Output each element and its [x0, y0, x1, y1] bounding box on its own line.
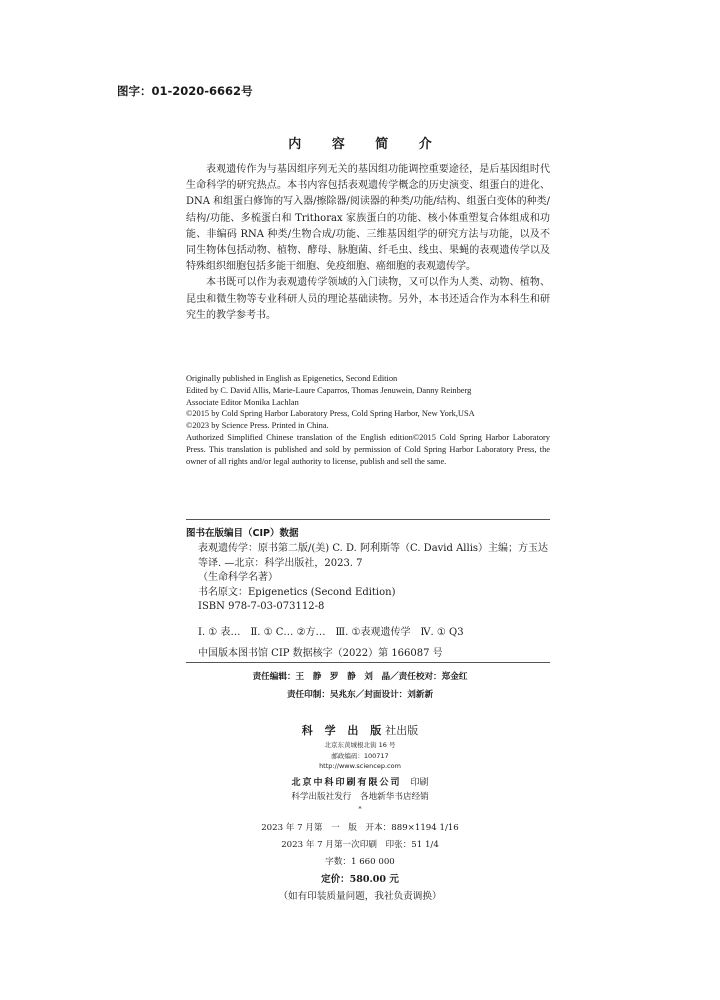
publisher-postcode: 邮政编码：100717 — [331, 751, 389, 760]
publisher-name — [0, 722, 720, 740]
responsible-editors — [0, 668, 720, 704]
cip-heading: 图书在版编目（CIP）数据 — [186, 528, 299, 539]
summary-section — [186, 162, 550, 324]
editors-line-1: 责任编辑：王 静 罗 静 刘 晶／责任校对：郑金红 — [252, 672, 468, 682]
cip-body — [186, 542, 550, 615]
word-count: 字数：1 660 000 — [325, 856, 395, 867]
cip-series: （生命科学名著） — [198, 572, 278, 583]
printer-line — [0, 776, 720, 790]
edition-line-2: 2023 年 7 月第一次印刷 印张：51 1/4 — [281, 839, 439, 850]
cip-record-number: 中国版本图书馆 CIP 数据核字（2022）第 166087 号 — [198, 647, 443, 659]
credit-line-copyright-2023: ©2023 by Science Press. Printed in China. — [186, 421, 329, 431]
publisher-url: http://www.sciencep.com — [319, 762, 401, 770]
credit-line-associate: Associate Editor Monika Lachlan — [186, 397, 299, 407]
price: 定价：580.00 元 — [321, 873, 399, 885]
cip-isbn: ISBN 978-7-03-073112-8 — [198, 601, 325, 612]
printer-tail: 印刷 — [410, 777, 429, 788]
publisher-name-tail: 社出版 — [385, 724, 419, 737]
cip-entry: 表观遗传学：原书第二版/(美) C. D. 阿利斯等（C. David Allis）主编；方玉达等译. —北京：科学出版社，2023. 7 — [198, 543, 549, 569]
publisher-block — [0, 722, 720, 905]
quality-note: （如有印装质量问题，我社负责调换） — [278, 890, 442, 902]
credit-line-original: Originally published in English as Epigenetics, Second Edition — [186, 374, 398, 383]
credit-line-copyright-2015: ©2015 by Cold Spring Harbor Laboratory Press, Cold Spring Harbor, New York,USA — [186, 409, 475, 419]
credit-line-editors: Edited by C. David Allis, Marie-Laure Caparros, Thomas Jenuwein, Danny Reinberg — [186, 385, 472, 395]
cip-original-title: 书名原文：Epigenetics (Second Edition) — [198, 586, 396, 598]
cip-block — [186, 519, 550, 663]
editors-line-2: 责任印制：吴兆东／封面设计：刘新新 — [286, 690, 434, 700]
summary-paragraph-2: 本书既可以作为表观遗传学领域的入门读物，又可以作为人类、动物、植物、昆虫和微生物等专业科研人员的理论基础读物。另外，本书还适合作为本科生和研究生的教学参考书。 — [186, 277, 550, 321]
publisher-address: 北京东黄城根北街 16 号 — [324, 741, 396, 749]
credit-authorization: Authorized Simplified Chinese translation of the English edition©2015 Cold Spring Harbor Laboratory Press. This translation is published and sold by permission of Cold Spring Harbor Laboratory Press, the owner of all rights and/or legal authority to license, publish and sell the same. — [186, 432, 550, 466]
publisher-name-main: 科 学 出 版 — [301, 724, 386, 737]
summary-title: 内 容 简 介 — [288, 137, 445, 152]
cip-classification: Ⅰ. ① 表… Ⅱ. ① C… ②方… Ⅲ. ①表观遗传学 Ⅳ. ① Q3 — [198, 626, 464, 638]
separator-mark: * — [358, 805, 362, 813]
edition-line-1: 2023 年 7 月第 一 版 开本：889×1194 1/16 — [261, 822, 459, 833]
english-credits — [186, 373, 550, 467]
summary-paragraph-1: 表观遗传作为与基因组序列无关的基因组功能调控重要途径，是后基因组时代生命科学的研究热点。本书内容包括表观遗传学概念的历史演变、组蛋白的进化、DNA 和组蛋白修饰的写入器/擦除器/阅读器的种类/功能/结构、组蛋白变体的种类/结构/功能、多梳蛋白和 Trithorax 家族蛋白的功能、核小体重塑复合体组成和功能、非编码 RNA 种类/生物合成/功能、三维基因组学的研究方法与功能，以及不同生物体包括动物、植物、酵母、脉胞菌、纤毛虫、线虫、果蝇的表观遗传学以及特殊组织细胞包括多能干细胞、免疫细胞、癌细胞的表观遗传学。 — [186, 164, 551, 273]
distribution-line: 科学出版社发行 各地新华书店经销 — [291, 791, 429, 802]
license-number: 图字：01-2020-6662号 — [117, 84, 253, 98]
printer-name: 北京中科印刷有限公司 — [291, 777, 402, 788]
